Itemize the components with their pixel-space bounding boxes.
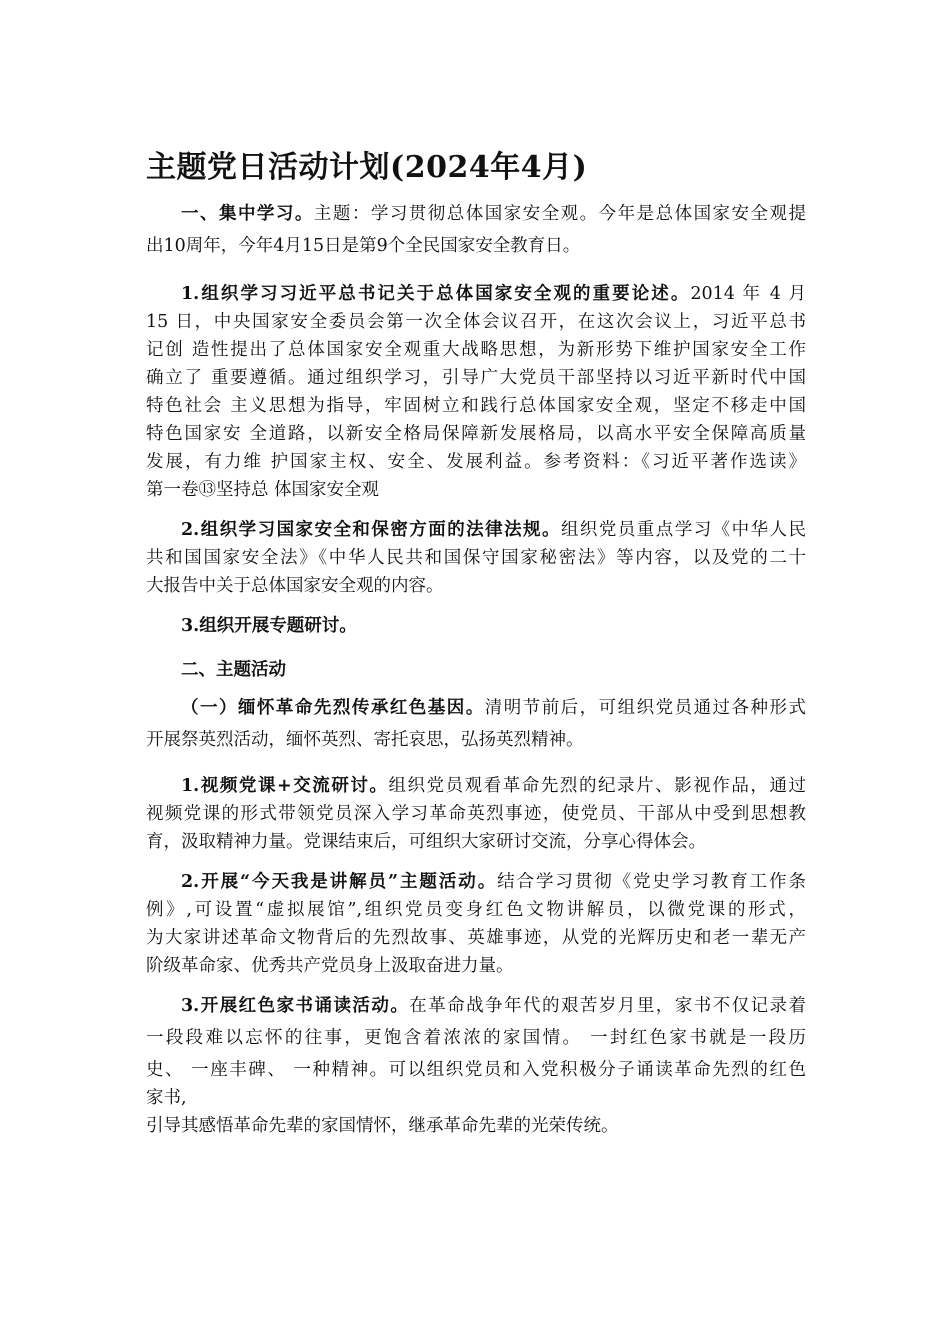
paragraph-line: 2.组织学习国家安全和保密方面的法律法规。组织党员重点学习《中华人民 bbox=[181, 520, 806, 540]
paragraph-line: 为大家讲述革命文物背后的先烈故事、英雄事迹，从党的光辉历史和老一辈无产 bbox=[146, 928, 806, 948]
item-heading: 2.组织学习国家安全和保密方面的法律法规。 bbox=[181, 520, 561, 540]
item-family-letters bbox=[146, 992, 806, 1140]
paragraph-line: 15 日，中央国家安全委员会第一次全体会议召开，在这次会议上，习近平总书 bbox=[146, 312, 806, 332]
item-heading: 2.开展“今天我是讲解员”主题活动。 bbox=[181, 872, 498, 892]
item-heading: 3.组织开展专题研讨。 bbox=[181, 616, 357, 636]
item-docent-activity bbox=[146, 868, 806, 980]
paragraph-line: 1.组织学习习近平总书记关于总体国家安全观的重要论述。2014 年 4 月 bbox=[181, 284, 806, 304]
section-heading: 二、主题活动 bbox=[181, 660, 286, 680]
paragraph-line: 大报告中关于总体国家安全观的内容。 bbox=[146, 576, 444, 596]
item-heading: 3.开展红色家书诵读活动。 bbox=[181, 996, 410, 1016]
paragraph-line: 引导其感悟革命先辈的家国情怀，继承革命先辈的光荣传统。 bbox=[146, 1116, 619, 1136]
paragraph-line: 2.开展“今天我是讲解员”主题活动。结合学习贯彻《党史学习教育工作条 bbox=[181, 872, 806, 892]
paragraph-line: 特色国家安 全道路，以新安全格局保障新发展格局，以高水平安全保障高质量 bbox=[146, 424, 806, 444]
section-collective-study bbox=[146, 200, 806, 260]
paragraph-line: 开展祭英烈活动，缅怀英烈、寄托哀思，弘扬英烈精神。 bbox=[146, 730, 584, 750]
paragraph-line: 例》,可设置“虚拟展馆”,组织党员变身红色文物讲解员，以微党课的形式， bbox=[146, 900, 806, 920]
paragraph-line: 特色社会 主义思想为指导，牢固树立和践行总体国家安全观，坚定不移走中国 bbox=[146, 396, 806, 416]
paragraph-line: 确立了 重要遵循。通过组织学习，引导广大党员干部坚持以习近平新时代中国 bbox=[146, 368, 806, 388]
item-study-laws bbox=[146, 516, 806, 600]
paragraph-line: 记创 造性提出了总体国家安全观重大战略思想，为新形势下维护国家安全工作 bbox=[146, 340, 806, 360]
item-seminar bbox=[146, 612, 806, 640]
paragraph-line: （一）缅怀革命先烈传承红色基因。清明节前后，可组织党员通过各种形式 bbox=[181, 698, 806, 718]
item-heading: 1.组织学习习近平总书记关于总体国家安全观的重要论述。 bbox=[181, 284, 691, 304]
paragraph-line: 共和国国家安全法》《中华人民共和国保守国家秘密法》等内容，以及党的二十 bbox=[146, 548, 806, 568]
paragraph-line: 一段段难以忘怀的往事，更饱含着浓浓的家国情。 一封红色家书就是一段历 bbox=[146, 1028, 806, 1048]
page-title: 主题党日活动计划(2024年4月) bbox=[146, 150, 588, 185]
paragraph-line: 发展，有力维 护国家主权、安全、发展利益。参考资料：《习近平著作选读》 bbox=[146, 452, 806, 472]
paragraph-line: 育，汲取精神力量。党课结束后，可组织大家研讨交流，分享心得体会。 bbox=[146, 832, 706, 852]
paragraph-line: 3.开展红色家书诵读活动。在革命战争年代的艰苦岁月里，家书不仅记录着 bbox=[181, 996, 806, 1016]
paragraph-line: 视频党课的形式带领党员深入学习革命英烈事迹，使党员、干部从中受到思想教 bbox=[146, 804, 806, 824]
paragraph-line: 家书, bbox=[146, 1088, 187, 1108]
item-heading: 1.视频党课+交流研讨。 bbox=[181, 776, 389, 796]
paragraph-line: 1.视频党课+交流研讨。组织党员观看革命先烈的纪录片、影视作品，通过 bbox=[181, 776, 806, 796]
item-video-lecture bbox=[146, 772, 806, 856]
paragraph-line: 出10周年，今年4月15日是第9个全民国家安全教育日。 bbox=[146, 236, 581, 256]
paragraph-line: 史、 一座丰碑、 一种精神。可以组织党员和入党积极分子诵读革命先烈的红色 bbox=[146, 1060, 806, 1080]
subsection-commemorate-martyrs bbox=[146, 694, 806, 754]
paragraph-line: 第一卷⑬坚持总 体国家安全观 bbox=[146, 480, 380, 500]
paragraph-line: 一、集中学习。主题：学习贯彻总体国家安全观。今年是总体国家安全观提 bbox=[181, 204, 806, 224]
section-theme-activities bbox=[146, 656, 806, 684]
section-heading: 一、集中学习。 bbox=[181, 204, 314, 224]
subsection-heading: （一）缅怀革命先烈传承红色基因。 bbox=[181, 698, 485, 718]
item-study-discourse bbox=[146, 280, 806, 504]
paragraph-line: 阶级革命家、优秀共产党员身上汲取奋进力量。 bbox=[146, 956, 514, 976]
